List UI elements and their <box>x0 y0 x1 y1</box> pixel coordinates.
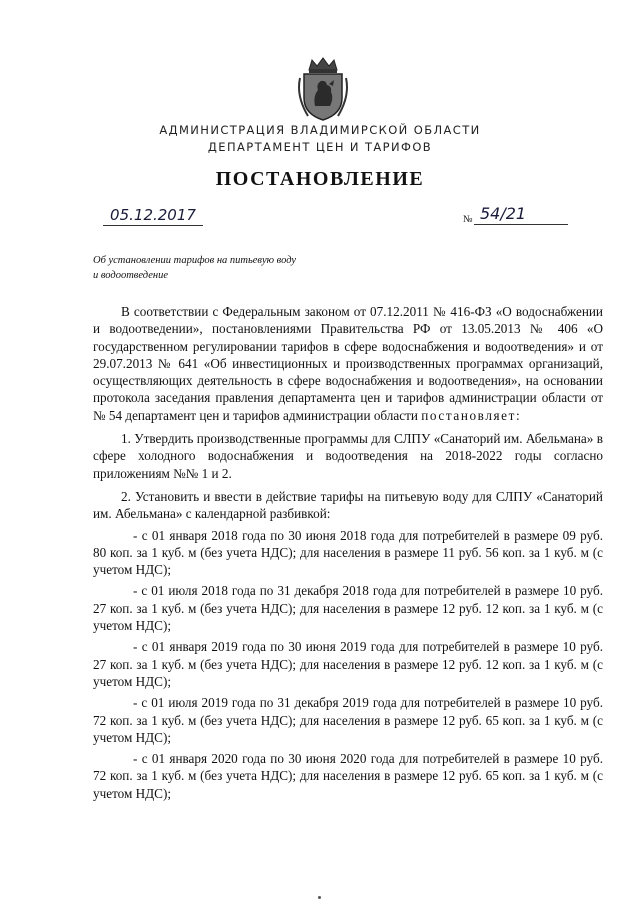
preamble <box>93 303 603 424</box>
subject-line-2: и водоотведение <box>93 270 168 281</box>
department-name: ДЕПАРТАМЕНТ ЦЕН И ТАРИФОВ <box>207 140 433 154</box>
document-number: 54/21 <box>474 204 568 225</box>
number-prefix: № <box>463 214 473 225</box>
tariff-item: - с 01 января 2020 года по 30 июня 2020 года для потребителей в размере 10 руб. 72 коп. за 1 куб. м (без учета НДС); для населения в размере 12 руб. 65 коп. за 1 куб. м (с учетом НДС); <box>93 751 603 801</box>
preamble-text: В соответствии с Федеральным законом от 07.12.2011 № 416-ФЗ «О водоснабжении и водоотведении», постановлениями Правительства РФ от 13.05.2013 № 406 «О государственном регулировании тарифов в сфере водоснабжения и водоотведения» и от 29.07.2013 № 641 «Об инвестиционных и производственных программах организаций, осуществляющих деятельность в сфере водоснабжения и водоотведения», на основании протокола заседания правления департамента цен и тарифов администрации области от № 54 департамент цен и тарифов администрации области <box>93 304 603 423</box>
document-body <box>93 303 603 802</box>
preamble-resolve: постановляет: <box>421 407 522 423</box>
tariff-item: - с 01 июля 2019 года по 31 декабря 2019 года для потребителей в размере 10 руб. 72 коп. за 1 куб. м (без учета НДС); для населения в размере 12 руб. 65 коп. за 1 куб. м (с учетом НДС); <box>93 695 603 745</box>
page-mark <box>318 896 321 899</box>
clause-1: 1. Утвердить производственные программы для СЛПУ «Санаторий им. Абельмана» в сфере холодного водоснабжения и водоотведения на 2018-2022 годы согласно приложениям №№ 1 и 2. <box>93 431 603 481</box>
document-subject <box>93 253 353 283</box>
document-date: 05.12.2017 <box>103 205 203 226</box>
tariff-item: - с 01 января 2018 года по 30 июня 2018 года для потребителей в размере 09 руб. 80 коп. за 1 куб. м (без учета НДС); для населения в размере 11 руб. 56 коп. за 1 куб. м (с учетом НДС); <box>93 527 603 578</box>
tariff-item: - с 01 января 2019 года по 30 июня 2019 года для потребителей в размере 10 руб. 27 коп. за 1 куб. м (без учета НДС); для населения в размере 12 руб. 12 коп. за 1 куб. м (с учетом НДС); <box>93 639 603 689</box>
subject-line-1: Об установлении тарифов на питьевую воду <box>93 255 297 266</box>
clause-2: 2. Установить и ввести в действие тарифы на питьевую воду для СЛПУ «Санаторий им. Абельмана» с календарной разбивкой: <box>93 488 603 522</box>
org-name: АДМИНИСТРАЦИЯ ВЛАДИМИРСКОЙ ОБЛАСТИ <box>159 123 481 137</box>
tariff-item: - с 01 июля 2018 года по 31 декабря 2018 года для потребителей в размере 10 руб. 27 коп. за 1 куб. м (без учета НДС); для населения в размере 12 руб. 12 коп. за 1 куб. м (с учетом НДС); <box>93 583 603 634</box>
document-title: ПОСТАНОВЛЕНИЕ <box>215 168 425 190</box>
coat-of-arms-icon <box>296 56 350 122</box>
